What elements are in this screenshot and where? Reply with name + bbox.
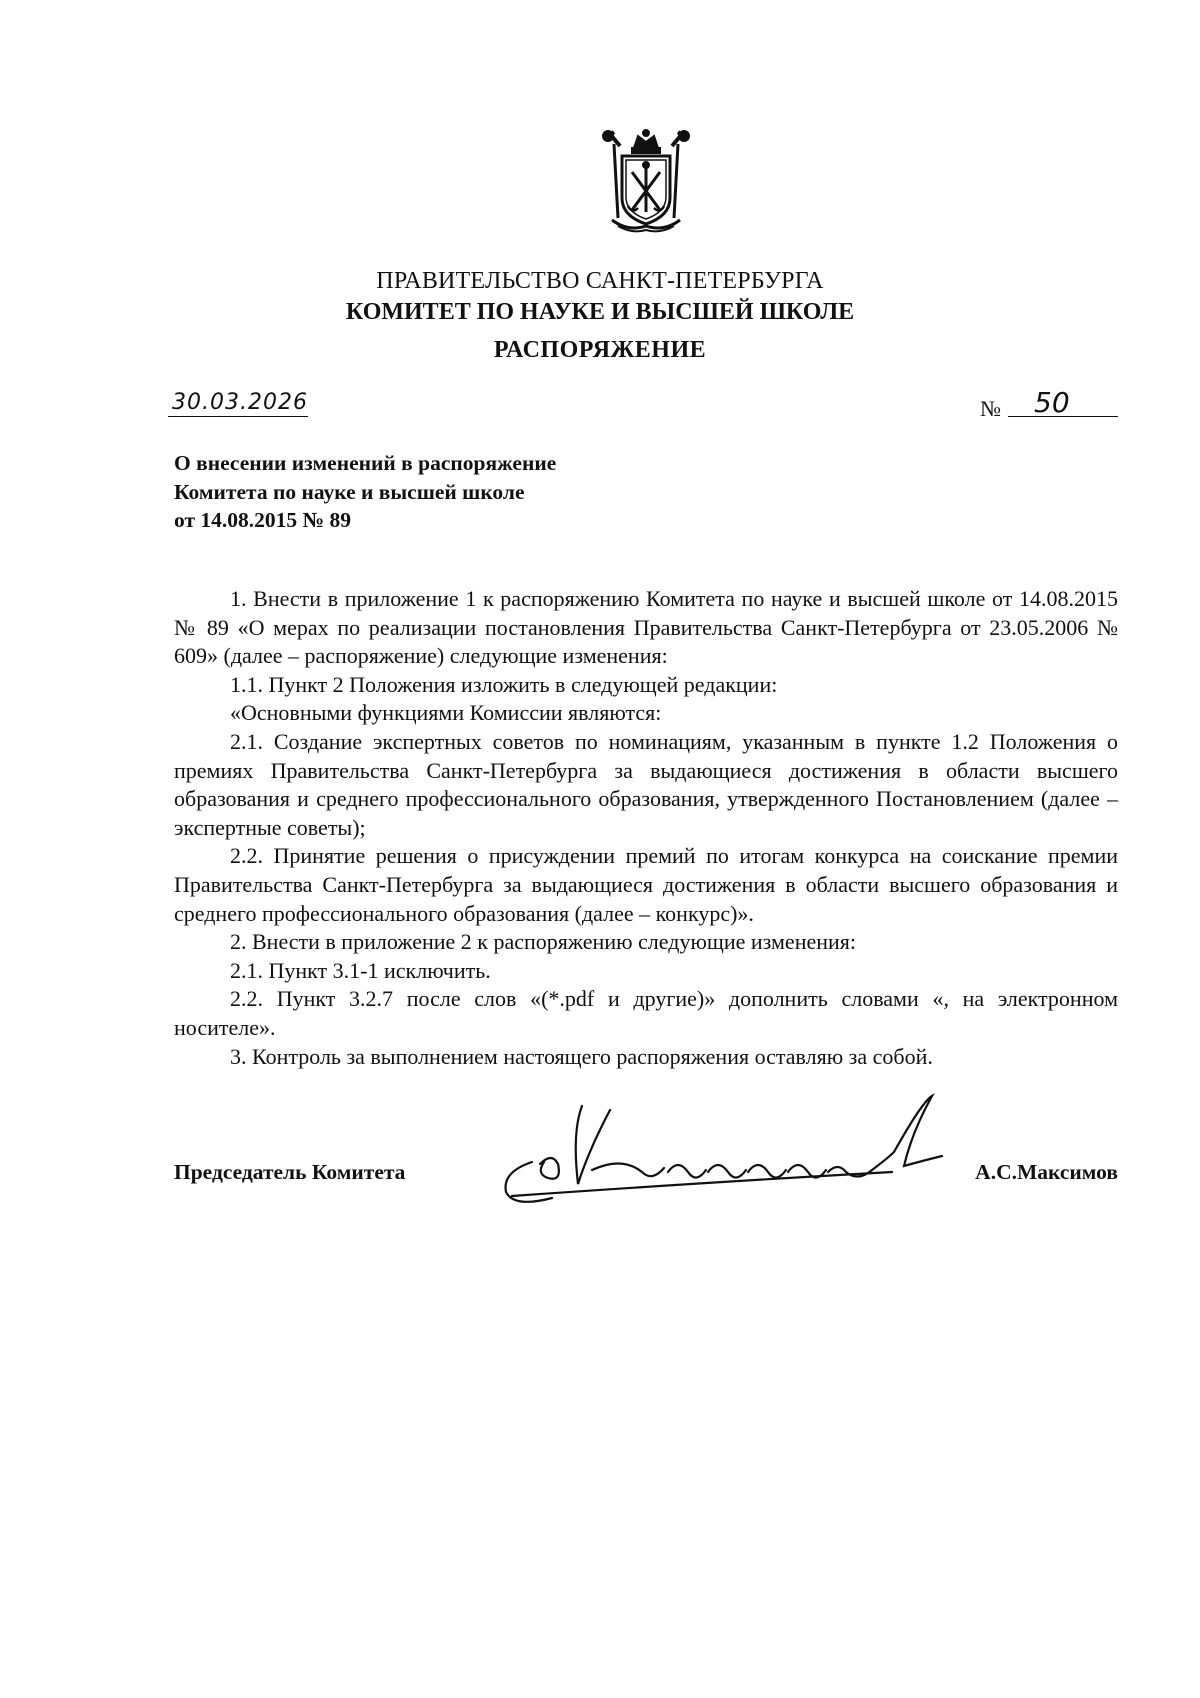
document-number: 50 (1034, 386, 1070, 419)
paragraph-functions: «Основными функциями Комиссии являются: (230, 700, 662, 726)
paragraph-2-2: 2.2. Принятие решения о присуждении премий по итогам конкурса на соискание премии Правительства Санкт-Петербурга за выдающиеся достижения в области высшего образования и среднего профессионального образования (далее – конкурс)». (174, 843, 1118, 926)
number-label: № (980, 396, 1001, 421)
subject-line-2: Комитета по науке и высшей школе (174, 479, 525, 504)
document-type: РАСПОРЯЖЕНИЕ (493, 337, 707, 363)
paragraph-2: 2. Внести в приложение 2 к распоряжению следующие изменения: (230, 929, 857, 955)
paragraph-3: 3. Контроль за выполнением настоящего распоряжения оставляю за собой. (230, 1043, 933, 1069)
subject-line-1: О внесении изменений в распоряжение (174, 451, 557, 475)
document-number-field (1008, 386, 1118, 419)
paragraph-1-1: 1.1. Пункт 2 Положения изложить в следующей редакции: (230, 671, 778, 697)
signature-block (174, 1148, 1118, 1228)
signatory-title: Председатель Комитета (174, 1160, 406, 1184)
coat-of-arms-icon (598, 128, 694, 234)
paragraph-2-2-add: 2.2. Пункт 3.2.7 после слов «(*.pdf и другие)» дополнить словами «, на электронном носителе». (174, 986, 1118, 1040)
subject-line-3: от 14.08.2015 № 89 (174, 508, 352, 532)
document-body (174, 585, 1118, 1071)
paragraph-1: 1. Внести в приложение 1 к распоряжению Комитета по науке и высшей школе от 14.08.2015 № 89 «О мерах по реализации постановления Правительства Санкт-Петербурга от 23.05.2006 № 609» (далее – распоряжение) следующие изменения: (174, 586, 1118, 669)
government-name: ПРАВИТЕЛЬСТВО САНКТ-ПЕТЕРБУРГА (376, 268, 824, 294)
paragraph-2-1-exclude: 2.1. Пункт 3.1-1 исключить. (230, 957, 491, 983)
signatory-name: А.С.Максимов (975, 1160, 1118, 1184)
document-date-field (168, 392, 308, 417)
document-date: 30.03.2026 (172, 390, 308, 415)
paragraph-2-1: 2.1. Создание экспертных советов по номинациям, указанным в пункте 1.2 Положения о премиях Правительства Санкт-Петербурга за выдающиеся достижения в области высшего образования и среднего профессионального образования, утвержденного Постановлением (далее – экспертные советы); (174, 728, 1118, 840)
handwritten-signature (492, 1092, 952, 1212)
committee-name: КОМИТЕТ ПО НАУКЕ И ВЫСШЕЙ ШКОЛЕ (345, 299, 855, 325)
document-subject (174, 449, 556, 535)
